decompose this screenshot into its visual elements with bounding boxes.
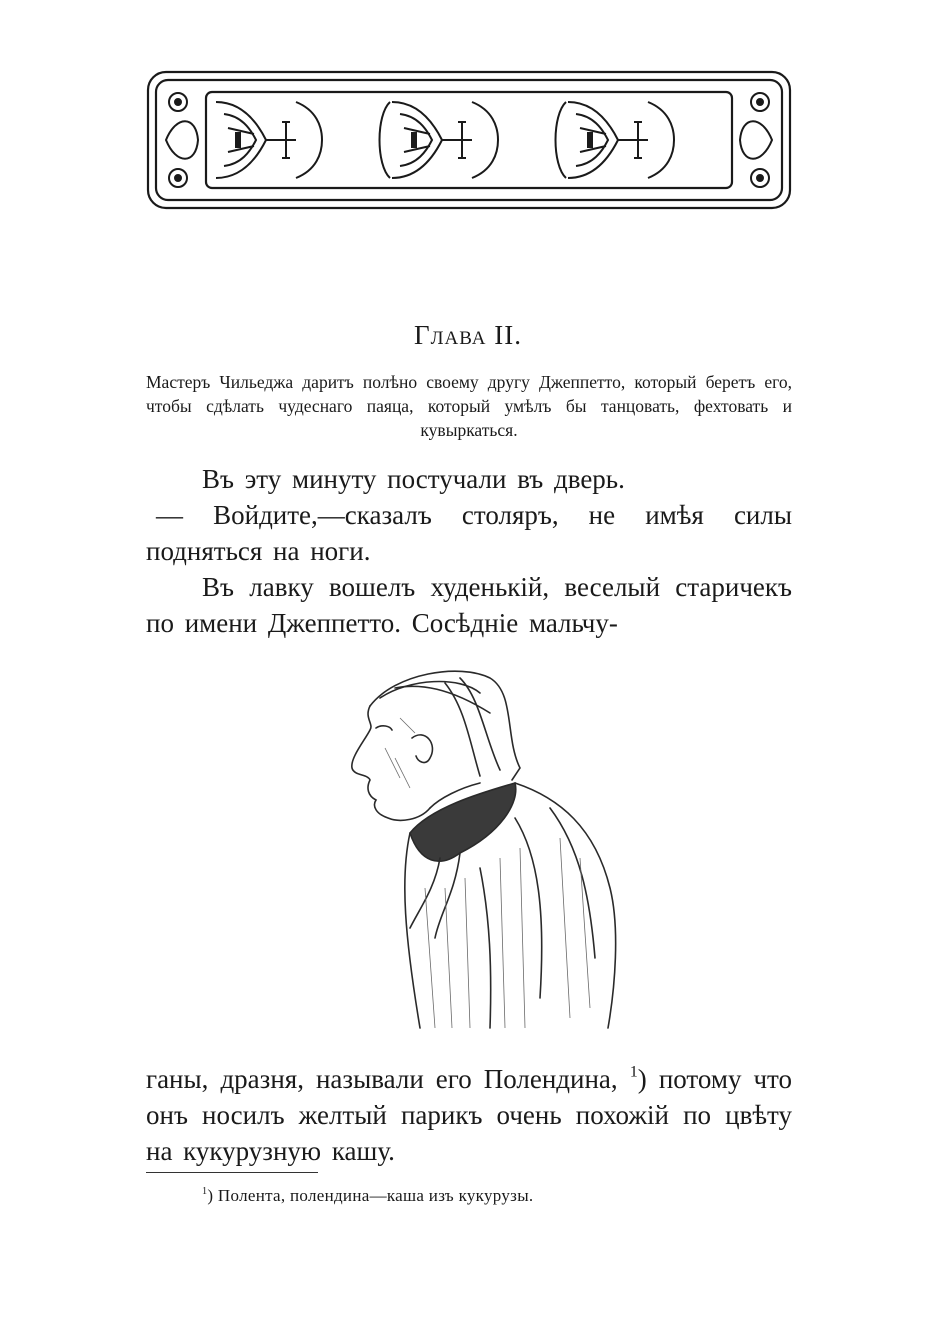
chapter-summary: Мастеръ Чильеджа даритъ полѣно своему другу Джеппетто, который беретъ его, чтобы сдѣлать чудеснаго паяца, который умѣлъ бы танцовать, фехтовать и кувыркаться. bbox=[146, 372, 792, 440]
polendina-text-after: ) потому что онъ носилъ желтый парикъ очень похожій по цвѣту на кукурузную кашу. bbox=[146, 1064, 793, 1166]
paragraph-knock: Въ эту минуту постучали въ дверь. bbox=[202, 464, 625, 494]
old-man-portrait-illustration bbox=[340, 658, 630, 1040]
body-text-bottom bbox=[146, 1061, 792, 1169]
polendina-text-before: ганы, дразня, называли его Полендина, bbox=[146, 1064, 618, 1094]
headpiece-ornament bbox=[146, 70, 792, 210]
footnote-reference[interactable]: 1 bbox=[629, 1062, 638, 1081]
footnote-divider bbox=[146, 1172, 318, 1173]
footnote-marker: 1 bbox=[202, 1185, 208, 1197]
paragraph-geppetto: Въ лавку вошелъ худенькій, веселый старичекъ по имени Джеппетто. Сосѣдніе мальчу- bbox=[146, 572, 792, 638]
footnote-text: ) Полента, полендина—каша изъ кукурузы. bbox=[207, 1186, 534, 1205]
chapter-title: Глава II. bbox=[414, 320, 522, 350]
paragraph-polendina bbox=[146, 1061, 792, 1169]
body-text-top bbox=[146, 461, 792, 641]
footnote bbox=[202, 1186, 533, 1206]
paragraph-dialogue: — Войдите,—сказалъ столяръ, не имѣя силы подняться на ноги. bbox=[146, 500, 792, 566]
